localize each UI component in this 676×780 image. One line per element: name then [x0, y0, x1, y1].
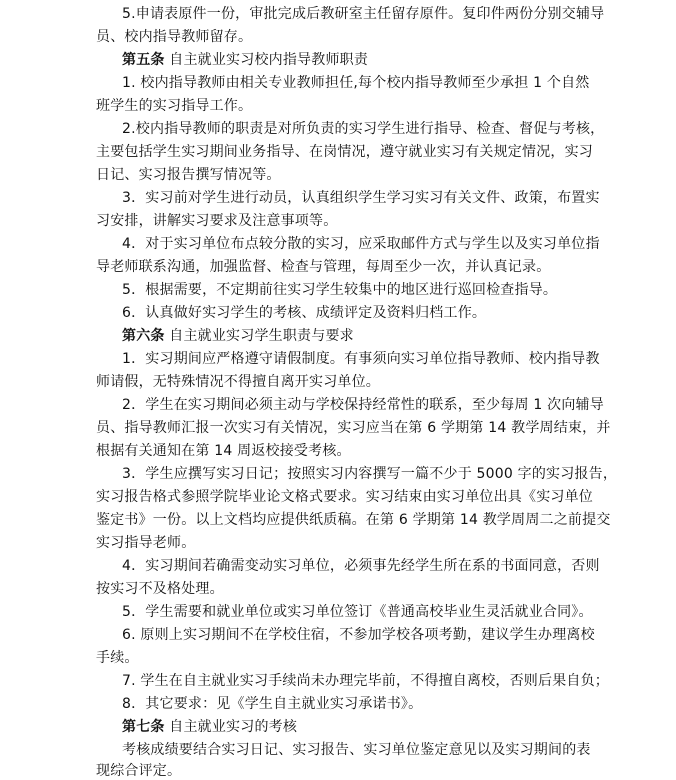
- article-heading: [122, 718, 297, 736]
- paragraph-line: 根据有关通知在第 14 周返校接受考核。: [96, 443, 351, 459]
- paragraph-line: 3．实习前对学生进行动员，认真组织学生学习实习有关文件、政策，布置实: [122, 190, 600, 206]
- paragraph-line: 实习报告格式参照学院毕业论文格式要求。实习结束由实习单位出具《实习单位: [96, 489, 593, 505]
- paragraph-line: 员、校内指导教师留存。: [96, 29, 253, 45]
- paragraph-line: 4．对于实习单位布点较分散的实习，应采取邮件方式与学生以及实习单位指: [122, 236, 600, 252]
- paragraph-line: 6．认真做好实习学生的考核、成绩评定及资料归档工作。: [122, 305, 487, 321]
- paragraph-line: 4．实习期间若确需变动实习单位，必须事先经学生所在系的书面同意，否则: [122, 558, 600, 574]
- paragraph-line: 现综合评定。: [96, 763, 182, 779]
- paragraph-line: 按实习不及格处理。: [96, 581, 224, 597]
- paragraph-line: 8．其它要求：见《学生自主就业实习承诺书》。: [122, 696, 423, 712]
- article-heading: [122, 51, 368, 69]
- paragraph-line: 5．根据需要，不定期前往实习学生较集中的地区进行巡回检查指导。: [122, 282, 558, 298]
- article-number: 第五条: [122, 52, 165, 68]
- paragraph-line: 实习指导老师。: [96, 535, 196, 551]
- paragraph-line: 主要包括学生实习期间业务指导、在岗情况，遵守就业实习有关规定情况，实习: [96, 144, 593, 160]
- paragraph-line: 7. 学生在自主就业实习手续尚未办理完毕前，不得擅自离校，否则后果自负；: [122, 673, 610, 689]
- paragraph-line: 6. 原则上实习期间不在学校住宿，不参加学校各项考勤，建议学生办理离校: [122, 627, 595, 643]
- paragraph-line: 考核成绩要结合实习日记、实习报告、实习单位鉴定意见以及实习期间的表: [122, 742, 591, 758]
- paragraph-line: 3．学生应撰写实习日记；按照实习内容撰写一篇不少于 5000 字的实习报告，: [122, 466, 618, 482]
- paragraph-line: 员、指导教师汇报一次实习有关情况，实习应当在第 6 学期第 14 教学周结束，并: [96, 420, 611, 436]
- paragraph-line: 1．实习期间应严格遵守请假制度。有事须向实习单位指导教师、校内指导教: [122, 351, 600, 367]
- paragraph-line: 手续。: [96, 650, 139, 666]
- paragraph-line: 2．学生在实习期间必须主动与学校保持经常性的联系，至少每周 1 次向辅导: [122, 397, 604, 413]
- article-number: 第七条: [122, 719, 165, 735]
- paragraph-line: 日记、实习报告撰写情况等。: [96, 167, 281, 183]
- paragraph-line: 鉴定书》一份。以上文档均应提供纸质稿。在第 6 学期第 14 教学周周二之前提交: [96, 512, 611, 528]
- paragraph-line: 5.申请表原件一份，审批完成后教研室主任留存原件。复印件两份分别交辅导: [122, 6, 605, 22]
- paragraph-line: 导老师联系沟通，加强监督、检查与管理，每周至少一次，并认真记录。: [96, 259, 551, 275]
- article-title: 自主就业实习学生职责与要求: [164, 328, 354, 344]
- article-title: 自主就业实习的考核: [164, 719, 298, 735]
- article-title: 自主就业实习校内指导教师职责: [164, 52, 369, 68]
- paragraph-line: 5．学生需要和就业单位或实习单位签订《普通高校毕业生灵活就业合同》。: [122, 604, 593, 620]
- article-heading: [122, 327, 354, 345]
- paragraph-line: 1. 校内指导教师由相关专业教师担任,每个校内指导教师至少承担 1 个自然: [122, 75, 590, 91]
- paragraph-line: 师请假，无特殊情况不得擅自离开实习单位。: [96, 374, 380, 390]
- paragraph-line: 2.校内指导教师的职责是对所负责的实习学生进行指导、检查、督促与考核，: [122, 121, 605, 137]
- paragraph-line: 习安排，讲解实习要求及注意事项等。: [96, 213, 338, 229]
- article-number: 第六条: [122, 328, 165, 344]
- paragraph-line: 班学生的实习指导工作。: [96, 98, 253, 114]
